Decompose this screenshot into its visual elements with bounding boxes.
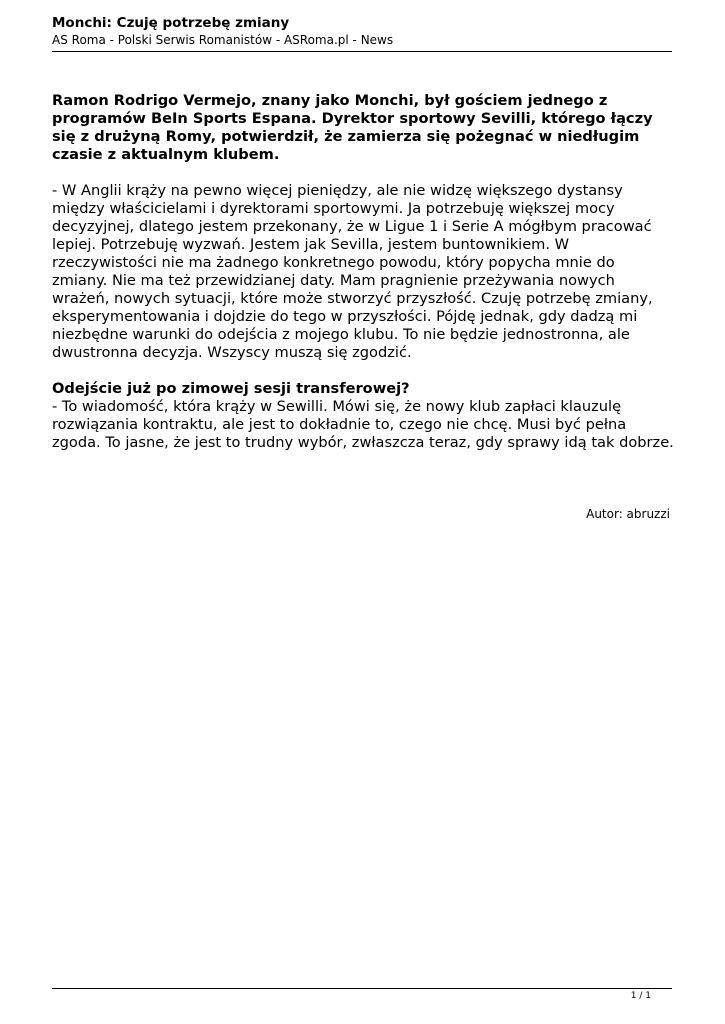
article-body: [52, 92, 674, 452]
article-author: Autor: abruzzi: [586, 507, 670, 521]
interview-answer: - To wiadomość, która krąży w Sewilli. Mówi się, że nowy klub zapłaci klauzulę rozwiązania kontraktu, ale jest to dokładnie to, czego nie chcę. Musi być pełna zgoda. To jasne, że jest to trudny wybór, zwłaszcza teraz, gdy sprawy idą tak dobrze.: [52, 398, 674, 451]
interview-question: Odejście już po zimowej sesji transferowej?: [52, 380, 410, 397]
header-divider: [52, 51, 672, 52]
site-subtitle: AS Roma - Polski Serwis Romanistów - ASRoma.pl - News: [52, 33, 394, 47]
article-paragraph: - W Anglii krąży na pewno więcej pieniędzy, ale nie widzę większego dystansy między właścicielami i dyrektorami sportowymi. Ja potrzebuję większej mocy decyzyjnej, dlatego jestem przekonany, że w Ligue 1 i Serie A mógłbym pracować lepiej. Potrzebuję wyzwań. Jestem jak Sevilla, jestem buntownikiem. W rzeczywistości nie ma żadnego konkretnego powodu, który popycha mnie do zmiany. Nie ma też przewidzianej daty. Mam pragnienie przeżywania nowych wrażeń, nowych sytuacji, które może stworzyć przyszłość. Czuję potrzebę zmiany, eksperymentowania i dojdzie do tego w przyszłości. Pójdę jednak, gdy dadzą mi niezbędne warunki do odejścia z mojego klubu. To nie będzie jednostronna, ale dwustronna decyzja. Wszyscy muszą się zgodzić.: [52, 182, 653, 361]
article-lead: Ramon Rodrigo Vermejo, znany jako Monchi, był gościem jednego z programów BeIn Sports Espana. Dyrektor sportowy Sevilli, którego łączy się z drużyną Romy, potwierdził, że zamierza się pożegnać w niedługim czasie z aktualnym klubem.: [52, 92, 653, 163]
document-header: [52, 14, 672, 49]
footer-divider: [52, 988, 672, 989]
page-number: 1 / 1: [630, 991, 651, 1001]
page-title: Monchi: Czuję potrzebę zmiany: [52, 15, 290, 31]
